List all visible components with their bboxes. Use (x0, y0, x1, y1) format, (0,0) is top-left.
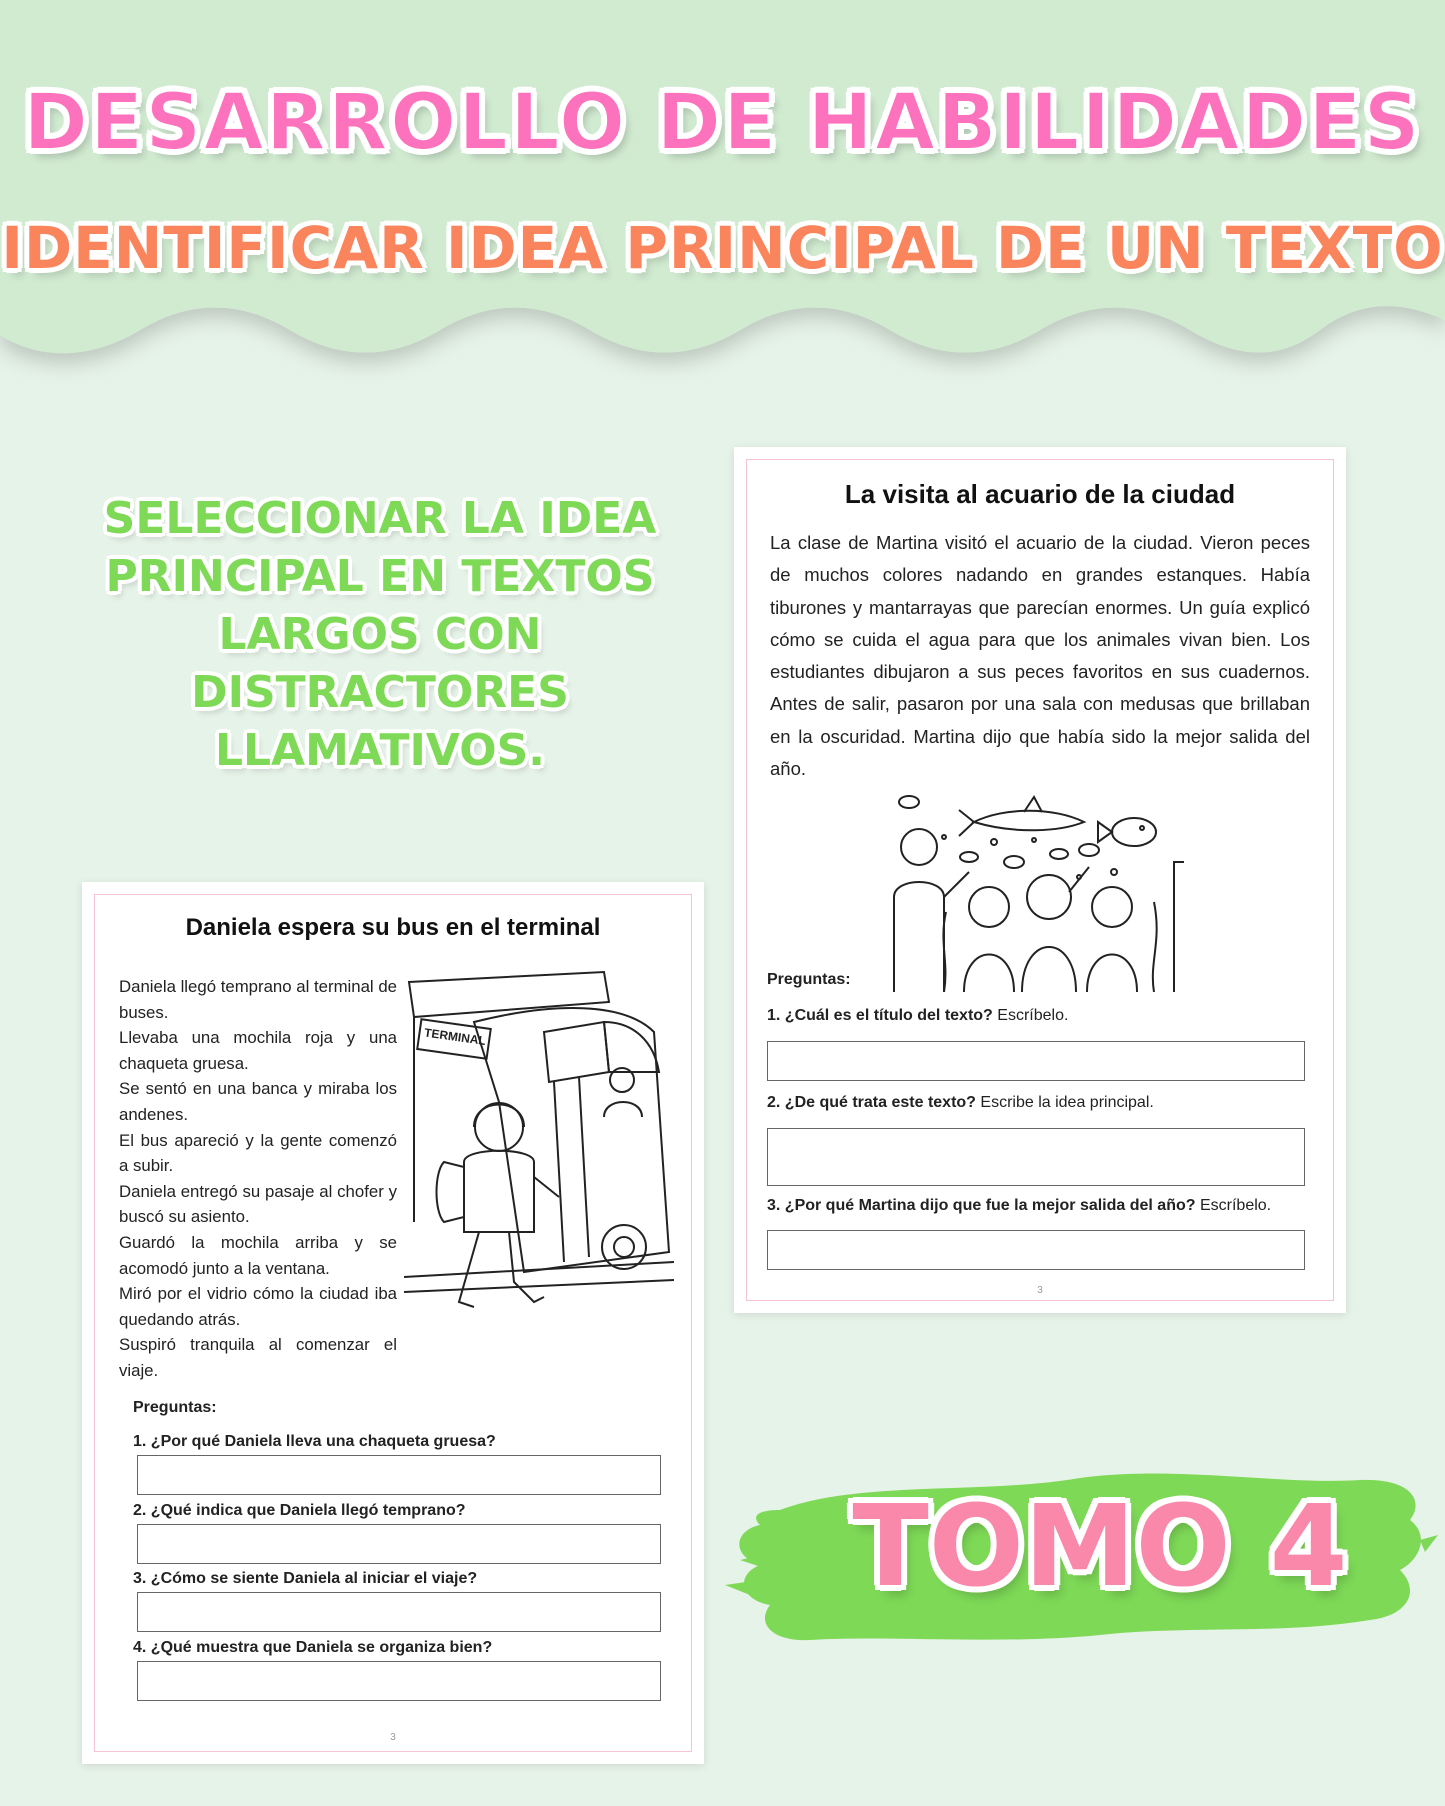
answer-box-3[interactable] (137, 1592, 661, 1632)
sheet-paragraph: Daniela llegó temprano al terminal de buses. Llevaba una mochila roja y una chaqueta gruesa. Se sentó en una banca y miraba los andenes. El bus apareció y la gente comenzó a subir. Daniela entregó su pasaje al chofer y buscó su asiento. Guardó la mochila arriba y se acomodó junto a la ventana. Miró por el vidrio cómo la ciudad iba quedando atrás. Suspiró tranquila al comenzar el viaje. (119, 977, 397, 1380)
sheet-title: La visita al acuario de la ciudad (844, 479, 1236, 509)
answer-box-4[interactable] (137, 1661, 661, 1701)
questions-heading: Preguntas: (133, 1399, 217, 1416)
terminal-sign: TERMINAL (423, 1025, 487, 1048)
question-2: 2. ¿De qué trata este texto? Escribe la idea principal. (767, 1094, 1154, 1111)
question-3: 3. ¿Cómo se siente Daniela al iniciar el viaje? (133, 1570, 478, 1587)
question-2: 2. ¿Qué indica que Daniela llegó temprano? (133, 1502, 466, 1519)
page-number: 3 (390, 1732, 396, 1743)
volume-label: TOMO 4 (852, 1482, 1348, 1612)
answer-box-1[interactable] (767, 1041, 1305, 1081)
bus-terminal-illustration-icon (404, 962, 674, 1332)
question-1: 1. ¿Cuál es el título del texto? Escríbelo. (767, 1007, 1069, 1024)
description-line: SELECCIONAR LA IDEA (103, 493, 657, 544)
description-line: PRINCIPAL EN TEXTOS (105, 551, 655, 602)
main-title: DESARROLLO DE HABILIDADES (23, 78, 1422, 168)
header-background (0, 0, 1445, 420)
page-number: 3 (1037, 1285, 1043, 1296)
answer-box-1[interactable] (137, 1455, 661, 1495)
questions-heading: Preguntas: (767, 971, 851, 988)
answer-box-2[interactable] (767, 1128, 1305, 1186)
worksheet-preview-bus (82, 882, 704, 1764)
description-line: LARGOS CON DISTRACTORES (191, 609, 569, 718)
question-1: 1. ¿Por qué Daniela lleva una chaqueta gruesa? (133, 1433, 496, 1450)
sheet-title: Daniela espera su bus en el terminal (185, 914, 601, 941)
description-text (80, 490, 680, 780)
question-4: 4. ¿Qué muestra que Daniela se organiza bien? (133, 1639, 493, 1656)
question-3: 3. ¿Por qué Martina dijo que fue la mejor salida del año? Escríbelo. (767, 1197, 1272, 1214)
aquarium-illustration-icon (884, 792, 1184, 992)
sub-title: IDENTIFICAR IDEA PRINCIPAL DE UN TEXTO (1, 214, 1444, 282)
worksheet-preview-aquarium (734, 447, 1346, 1313)
sheet-paragraph: La clase de Martina visitó el acuario de la ciudad. Vieron peces de muchos colores nadando en grandes estanques. Había tiburones y mantarrayas que parecían enormes. Un guía explicó cómo se cuida el agua para que los animales vivan bien. Los estudiantes dibujaron a sus peces favoritos en sus cuadernos. Antes de salir, pasaron por una sala con medusas que brillaban en la oscuridad. Martina dijo que había sido la mejor salida del año. (770, 532, 1310, 780)
answer-box-2[interactable] (137, 1524, 661, 1564)
description-line: LLAMATIVOS. (214, 725, 546, 776)
answer-box-3[interactable] (767, 1230, 1305, 1270)
